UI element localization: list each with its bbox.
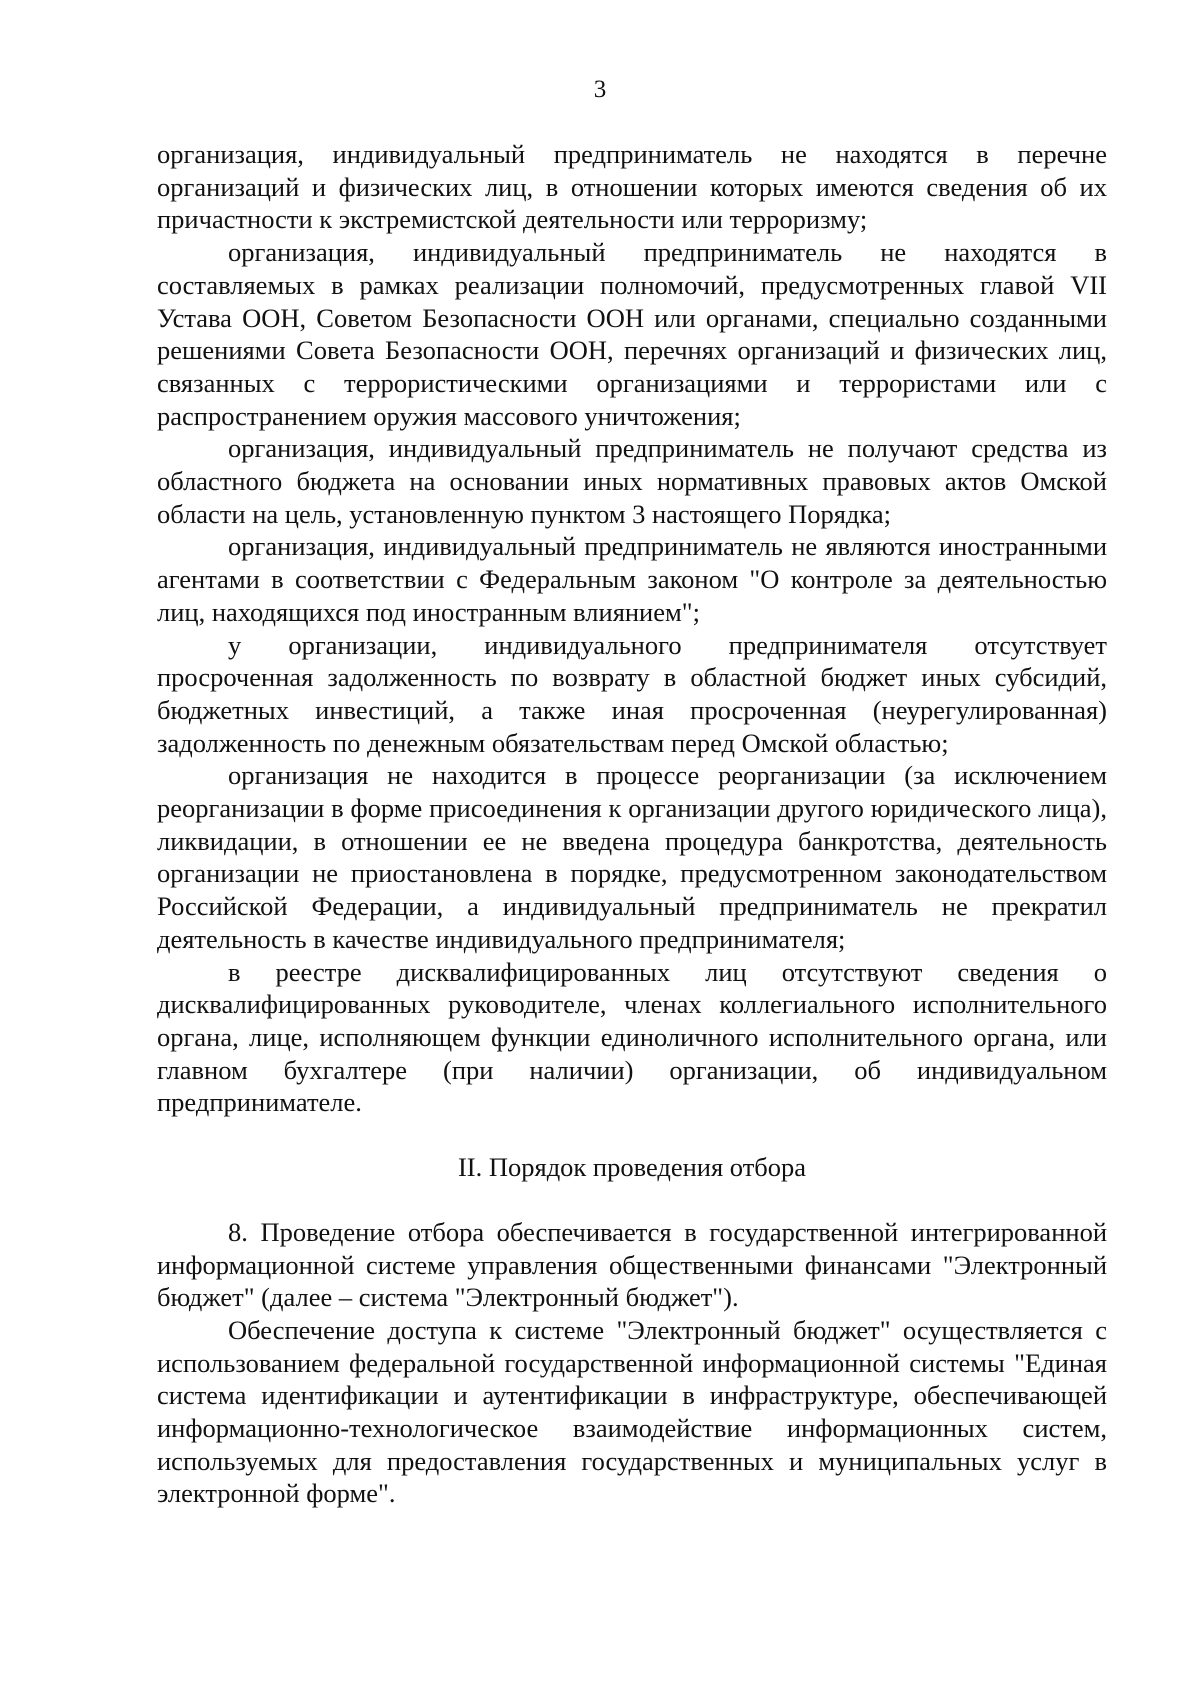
- paragraph: 8. Проведение отбора обеспечивается в государственной интегрированной информационной системе управления общественными финансами "Электронный бюджет" (далее – система "Электронный бюджет").: [157, 1216, 1107, 1313]
- paragraph: у организации, индивидуального предпринимателя отсутствует просроченная задолженность по возврату в областной бюджет иных субсидий, бюджетных инвестиций, а также иная просроченная (неурегулированная) задолженность по денежным обязательствам перед Омской областью;: [157, 629, 1107, 758]
- paragraph: организация, индивидуальный предприниматель не находятся в составляемых в рамках реализации полномочий, предусмотренных главой VII Устава ООН, Советом Безопасности ООН или органами, специально созданными решениями Совета Безопасности ООН, перечнях организаций и физических лиц, связанных с террористическими организациями и террористами или с распространением оружия массового уничтожения;: [157, 237, 1107, 431]
- paragraph-continuation: организация, индивидуальный предприниматель не находятся в перечне организаций и физических лиц, в отношении которых имеются сведения об их причастности к экстремистской деятельности или терроризму;: [157, 139, 1107, 235]
- document-body: [157, 138, 1107, 1510]
- paragraph: в реестре дисквалифицированных лиц отсутствуют сведения о дисквалифицированных руководителе, членах коллегиального исполнительного органа, лице, исполняющем функции единоличного исполнительного органа, или главном бухгалтере (при наличии) организации, об индивидуальном предпринимателе.: [157, 956, 1107, 1118]
- paragraph: организация, индивидуальный предприниматель не являются иностранными агентами в соответствии с Федеральным законом "О контроле за деятельностью лиц, находящихся под иностранным влиянием";: [157, 531, 1107, 627]
- page-number: 3: [593, 76, 607, 103]
- paragraph: Обеспечение доступа к системе "Электронный бюджет" осуществляется с использованием федеральной государственной информационной системы "Единая система идентификации и аутентификации в инфраструктуре, обеспечивающей информационно-технологическое взаимодействие информационных систем, используемых для предоставления государственных и муниципальных услуг в электронной форме".: [157, 1314, 1107, 1509]
- paragraph: организация, индивидуальный предприниматель не получают средства из областного бюджета на основании иных нормативных правовых актов Омской области на цель, установленную пунктом 3 настоящего Порядка;: [157, 433, 1107, 529]
- paragraph: организация не находится в процессе реорганизации (за исключением реорганизации в форме присоединения к организации другого юридического лица), ликвидации, в отношении ее не введена процедура банкротства, деятельность организации не приостановлена в порядке, предусмотренном законодательством Российской Федерации, а индивидуальный предприниматель не прекратил деятельность в качестве индивидуального предпринимателя;: [157, 760, 1107, 954]
- section-heading: II. Порядок проведения отбора: [457, 1152, 807, 1183]
